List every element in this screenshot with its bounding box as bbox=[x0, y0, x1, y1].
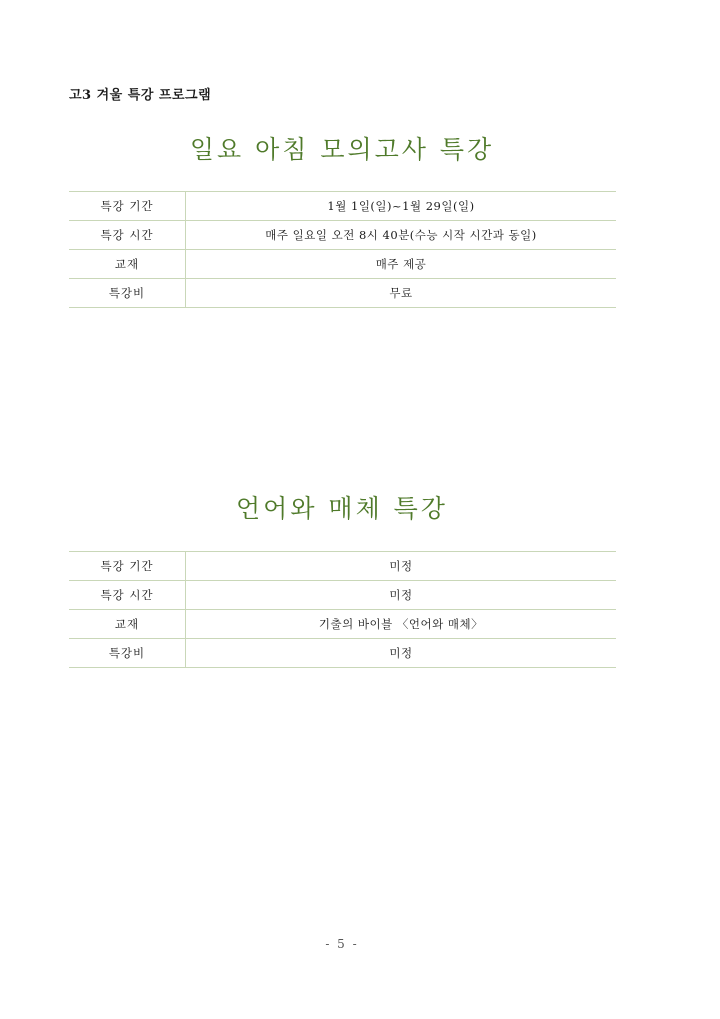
row-label: 특강 기간 bbox=[69, 552, 186, 581]
table-row bbox=[69, 610, 616, 639]
info-table-language-media bbox=[69, 551, 616, 668]
info-table-sunday-mock-exam bbox=[69, 191, 616, 308]
page-number: - 5 - bbox=[325, 937, 359, 951]
row-label: 특강 시간 bbox=[69, 221, 186, 250]
row-value: 미정 bbox=[186, 581, 617, 610]
row-label: 특강비 bbox=[69, 639, 186, 668]
row-label: 교재 bbox=[69, 610, 186, 639]
row-value: 기출의 바이블 〈언어와 매체〉 bbox=[186, 610, 617, 639]
document-header: 고3 겨울 특강 프로그램 bbox=[69, 88, 212, 103]
row-value: 미정 bbox=[186, 552, 617, 581]
table-row bbox=[69, 279, 616, 308]
row-label: 특강 기간 bbox=[69, 192, 186, 221]
row-value: 미정 bbox=[186, 639, 617, 668]
table-row bbox=[69, 250, 616, 279]
section-title-language-media: 언어와 매체 특강 bbox=[236, 494, 448, 523]
row-value: 1월 1일(일)~1월 29일(일) bbox=[186, 192, 617, 221]
section-title-sunday-mock-exam: 일요 아침 모의고사 특강 bbox=[189, 135, 495, 164]
row-label: 특강 시간 bbox=[69, 581, 186, 610]
table-row bbox=[69, 221, 616, 250]
table-row bbox=[69, 192, 616, 221]
table-row bbox=[69, 639, 616, 668]
row-label: 특강비 bbox=[69, 279, 186, 308]
row-label: 교재 bbox=[69, 250, 186, 279]
row-value: 매주 일요일 오전 8시 40분(수능 시작 시간과 동일) bbox=[186, 221, 617, 250]
row-value: 무료 bbox=[186, 279, 617, 308]
table-row bbox=[69, 581, 616, 610]
table-row bbox=[69, 552, 616, 581]
row-value: 매주 제공 bbox=[186, 250, 617, 279]
